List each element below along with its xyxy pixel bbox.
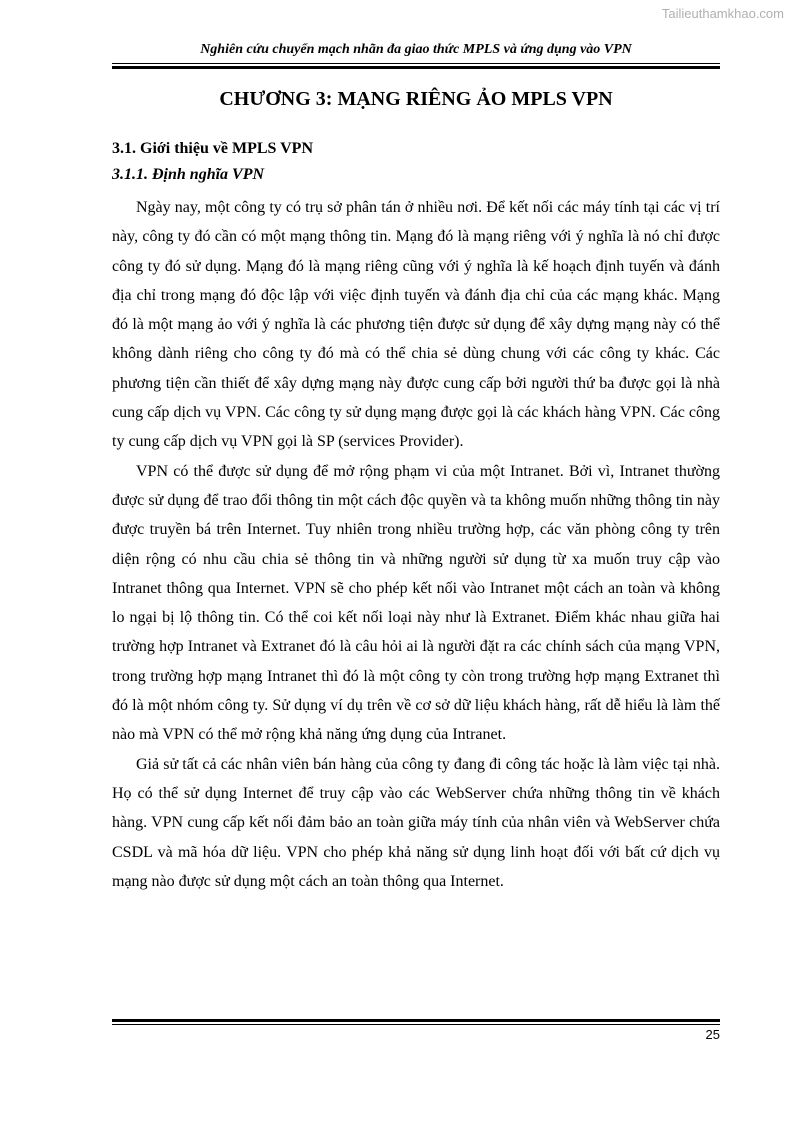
paragraph-3: Giả sử tất cả các nhân viên bán hàng của công ty đang đi công tác hoặc là làm việc tại nhà. Họ có thể sử dụng Internet để truy cập vào các WebServer chứa những thông tin về khách hàng. VPN cung cấp kết nối đảm bảo an toàn giữa máy tính của nhân viên và WebServer chứa CSDL và mã hóa dữ liệu. VPN cho phép khả năng sử dụng linh hoạt đối với bất cứ dịch vụ mạng nào được sử dụng một cách an toàn thông qua Internet. (112, 755, 720, 890)
header-divider-thin (112, 63, 720, 64)
paragraph-2: VPN có thể được sử dụng để mở rộng phạm vi của một Intranet. Bởi vì, Intranet thường được sử dụng để trao đổi thông tin một cách độc quyền và ta không muốn những thông tin này được truyền bá trên Internet. Tuy nhiên trong nhiều trường hợp, các văn phòng công ty trên diện rộng có nhu cầu chia sẻ thông tin và những người sử dụng từ xa muốn truy cập vào Intranet thông qua Internet. VPN sẽ cho phép kết nối vào Intranet một cách an toàn và không lo ngại bị lộ thông tin. Có thể coi kết nối loại này như là Extranet. Điểm khác nhau giữa hai trường hợp Intranet và Extranet đó là câu hỏi ai là người đặt ra các chính sách của mạng VPN, trong trường hợp mạng Intranet thì đó là một công ty còn trong trường hợp mạng Extranet thì đó là một nhóm công ty. Sử dụng ví dụ trên về cơ sở dữ liệu khách hàng, rất dễ hiểu là làm thế nào mà VPN có thể mở rộng khả năng ứng dụng của Intranet. (112, 462, 720, 744)
footer-divider-thin (112, 1024, 720, 1025)
paragraph-1: Ngày nay, một công ty có trụ sở phân tán ở nhiều nơi. Để kết nối các máy tính tại các vị trí này, công ty đó cần có một mạng thông tin. Mạng đó là mạng riêng với ý nghĩa là nó chỉ được công ty đó sử dụng. Mạng đó là mạng riêng cũng với ý nghĩa là kế hoạch định tuyến và đánh địa chỉ trong mạng đó độc lập với việc định tuyến và đánh địa chỉ của các mạng khác. Mạng đó là một mạng ảo với ý nghĩa là các phương tiện được sử dụng để xây dựng mạng này có thể không dành riêng cho công ty đó mà có thể chia sẻ dùng chung với các công ty khác. Các phương tiện cần thiết để xây dựng mạng này được cung cấp bởi người thứ ba được gọi là nhà cung cấp dịch vụ VPN. Các công ty sử dụng mạng được gọi là các khách hàng VPN. Các công ty cung cấp dịch vụ VPN gọi là SP (services Provider). (112, 199, 720, 451)
section-heading: 3.1. Giới thiệu về MPLS VPN (112, 140, 314, 157)
watermark: Tailieuthamkhao.com (661, 6, 784, 21)
footer-divider-thick (112, 1019, 720, 1022)
running-header: Nghiên cứu chuyển mạch nhãn đa giao thức MPLS và ứng dụng vào VPN (200, 42, 632, 57)
subsection-heading: 3.1.1. Định nghĩa VPN (112, 166, 265, 183)
header-divider-thick (112, 66, 720, 69)
body-text (112, 193, 720, 896)
chapter-title: CHƯƠNG 3: MẠNG RIÊNG ẢO MPLS VPN (219, 88, 613, 110)
page-number: 25 (705, 1027, 720, 1042)
